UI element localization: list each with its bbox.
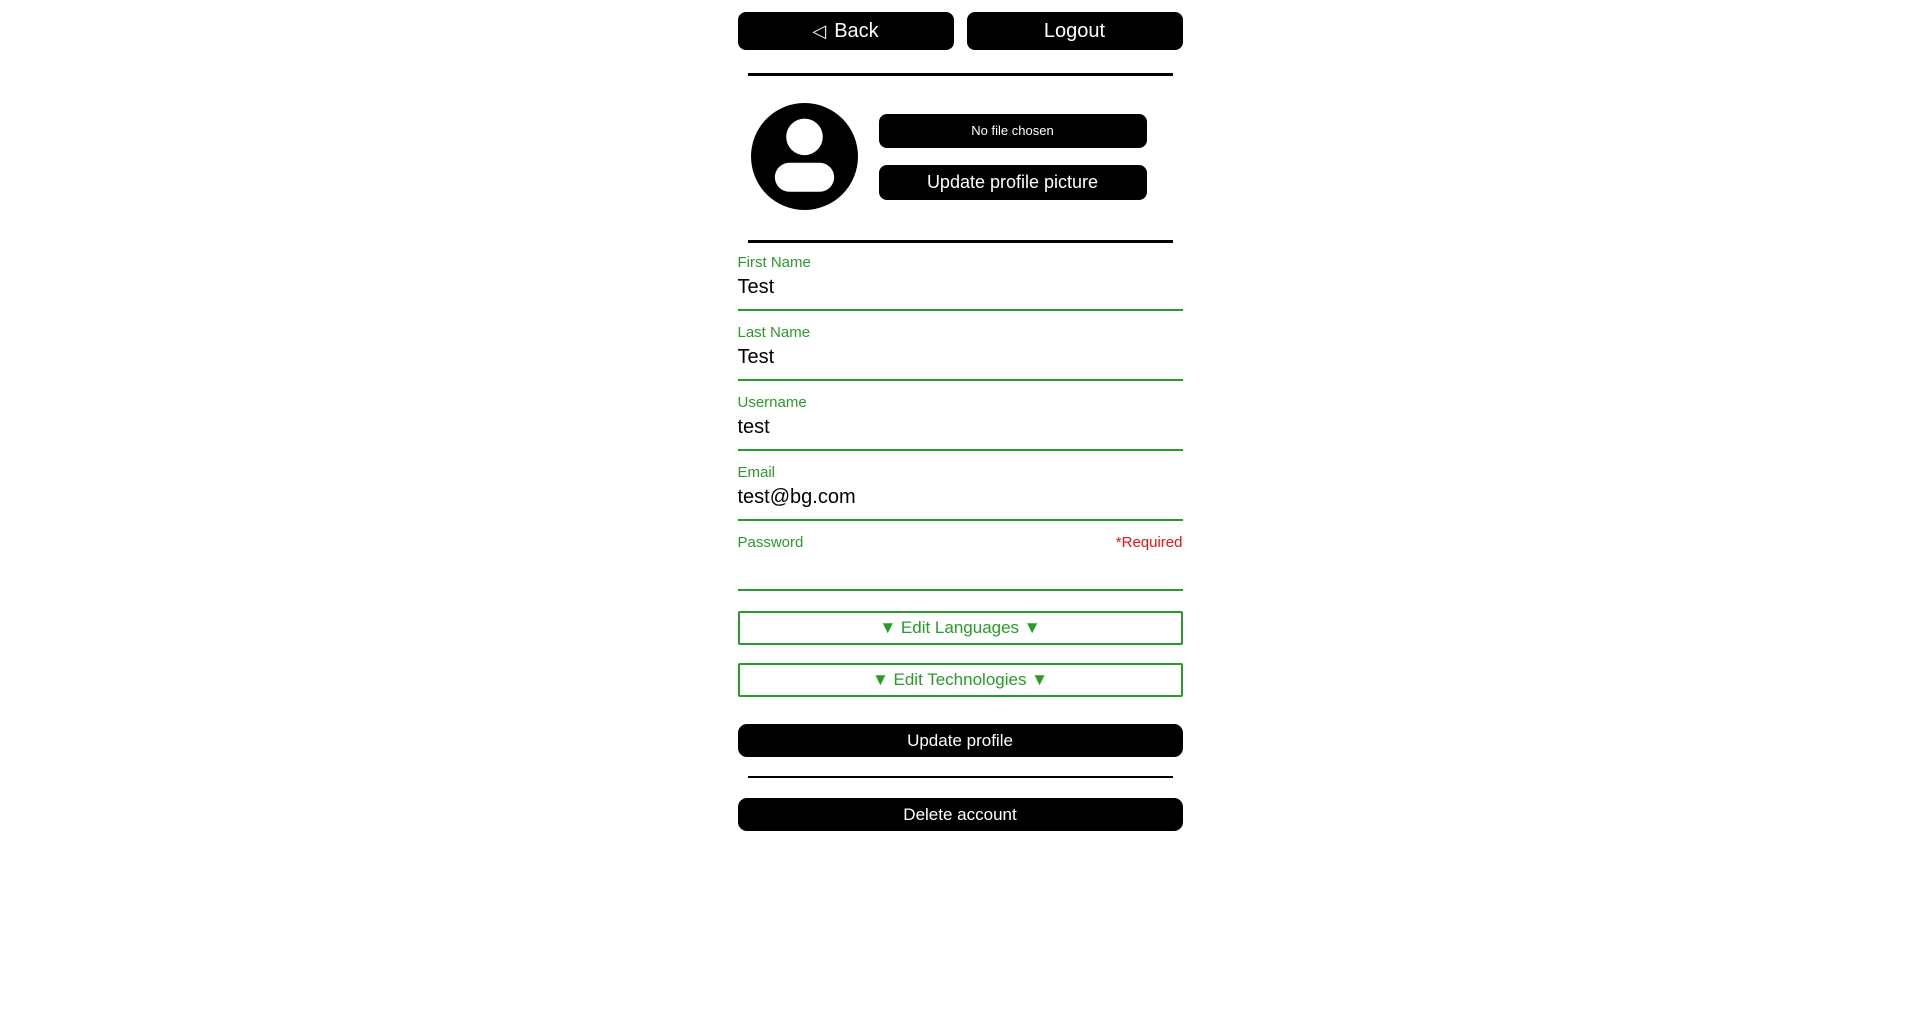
email-input[interactable] <box>738 481 1183 509</box>
update-profile-button[interactable] <box>738 724 1183 757</box>
profile-container <box>738 0 1183 831</box>
edit-technologies-button[interactable]: ▼ Edit Technologies ▼ <box>738 663 1183 697</box>
picture-buttons-column <box>879 114 1147 200</box>
account-circle-icon <box>751 103 858 210</box>
update-profile-picture-button[interactable] <box>879 165 1147 200</box>
profile-form <box>738 254 1183 831</box>
divider-avatar <box>748 240 1173 243</box>
password-input[interactable] <box>738 551 1183 579</box>
topbar <box>738 12 1183 50</box>
delete-account-button[interactable] <box>738 798 1183 831</box>
first-name-label: First Name <box>737 254 811 271</box>
last-name-field <box>738 324 1183 381</box>
file-input[interactable] <box>879 114 1147 148</box>
profile-picture-section <box>738 103 1183 210</box>
last-name-input[interactable] <box>738 341 1183 369</box>
email-field <box>738 464 1183 521</box>
first-name-field <box>738 254 1183 311</box>
divider-delete <box>748 776 1173 778</box>
first-name-input[interactable] <box>738 271 1183 299</box>
logout-button-label: Logout <box>1043 19 1106 42</box>
password-field <box>738 534 1183 591</box>
username-input[interactable] <box>738 411 1183 439</box>
delete-account-label: Delete account <box>903 804 1017 824</box>
divider-top <box>748 73 1173 76</box>
logout-button[interactable] <box>967 12 1183 50</box>
last-name-label: Last Name <box>737 324 811 341</box>
username-label: Username <box>737 394 807 411</box>
file-input-status: No file chosen <box>971 123 1054 138</box>
username-field <box>738 394 1183 451</box>
email-label: Email <box>737 464 776 481</box>
back-arrow-icon: ◁ <box>812 21 827 41</box>
update-profile-picture-label: Update profile picture <box>926 171 1099 192</box>
back-button[interactable] <box>738 12 954 50</box>
back-button-label: Back <box>834 19 879 42</box>
edit-languages-button[interactable]: ▼ Edit Languages ▼ <box>738 611 1183 645</box>
password-required-note: *Required <box>1115 534 1183 551</box>
update-profile-label: Update profile <box>907 730 1013 750</box>
password-label: Password <box>737 534 804 551</box>
